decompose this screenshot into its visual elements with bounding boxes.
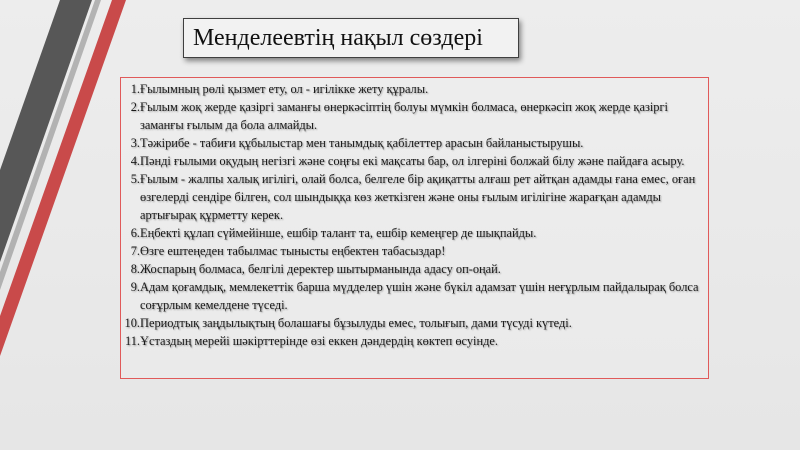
item-number: 9. xyxy=(130,280,140,294)
item-number: 3. xyxy=(130,136,140,150)
item-number: 4. xyxy=(130,154,140,168)
item-text: Ғылым - жалпы халық игілігі, олай болса, белгеле бір ақиқатты алғаш рет айтқан адамды ғана емес, оған өзгелерді сендіре білген, сол шындыққа көз жеткізген және оны ғылым игілігіне жарағқан адамды артығырақ құрметту керек. xyxy=(140,172,696,222)
list-item xyxy=(120,80,709,98)
list-item xyxy=(120,98,709,134)
list-item xyxy=(120,170,709,224)
list-item xyxy=(120,242,709,260)
item-number: 11. xyxy=(124,334,140,348)
list-item xyxy=(120,278,709,314)
item-text: Ғылымның рөлі қызмет ету, ол - игілікке жету құралы. xyxy=(140,82,429,96)
item-text: Еңбекті құлап сүймейінше, ешбір талант та, ешбір кемеңгер де шықпайды. xyxy=(140,226,537,240)
item-text: Периодтық заңдылықтың болашағы бұзылуды емес, толығып, дами түсуді күтеді. xyxy=(140,316,572,330)
item-text: Адам қоғамдық, мемлекеттік барша мүдделер үшін және бүкіл адамзат үшін неғұрлым пайдалырақ болса соғұрлым кемелдене түседі. xyxy=(140,280,699,312)
title-box xyxy=(183,18,519,58)
item-number: 6. xyxy=(130,226,140,240)
quotes-list xyxy=(120,80,709,350)
item-text: Тәжірибе - табиғи құбылыстар мен танымдық қабілеттер арасын байланыстырушы. xyxy=(140,136,584,150)
item-text: Ұстаздың мерейі шәкірттерінде өзі еккен дәндердің көктеп өсуінде. xyxy=(140,334,499,348)
list-item xyxy=(120,314,709,332)
item-number: 5. xyxy=(130,172,140,186)
item-number: 7. xyxy=(130,244,140,258)
item-number: 1. xyxy=(130,82,140,96)
slide-title: Менделеевтің нақыл сөздері xyxy=(193,24,483,51)
item-number: 2. xyxy=(130,100,140,114)
list-item xyxy=(120,152,709,170)
item-text: Өзге ештеңеден табылмас тынысты еңбектен табасыздар! xyxy=(140,244,446,258)
item-number: 8. xyxy=(130,262,140,276)
item-text: Жоспарың болмаса, белгілі деректер шытырманында адасу оп-оңай. xyxy=(140,262,501,276)
list-item xyxy=(120,224,709,242)
item-text: Пәнді ғылыми оқудың негізгі және соңғы екі мақсаты бар, ол ілгеріні болжай білу және пайдаға асыру. xyxy=(140,154,685,168)
item-number: 10. xyxy=(124,316,140,330)
list-item xyxy=(120,134,709,152)
item-text: Ғылым жоқ жерде қазіргі заманғы өнеркәсіптің болуы мүмкін болмаса, өнеркәсіп жоқ жерде қазіргі заманғы ғылым да бола алмайды. xyxy=(140,100,668,132)
list-item xyxy=(120,260,709,278)
list-item xyxy=(120,332,709,350)
